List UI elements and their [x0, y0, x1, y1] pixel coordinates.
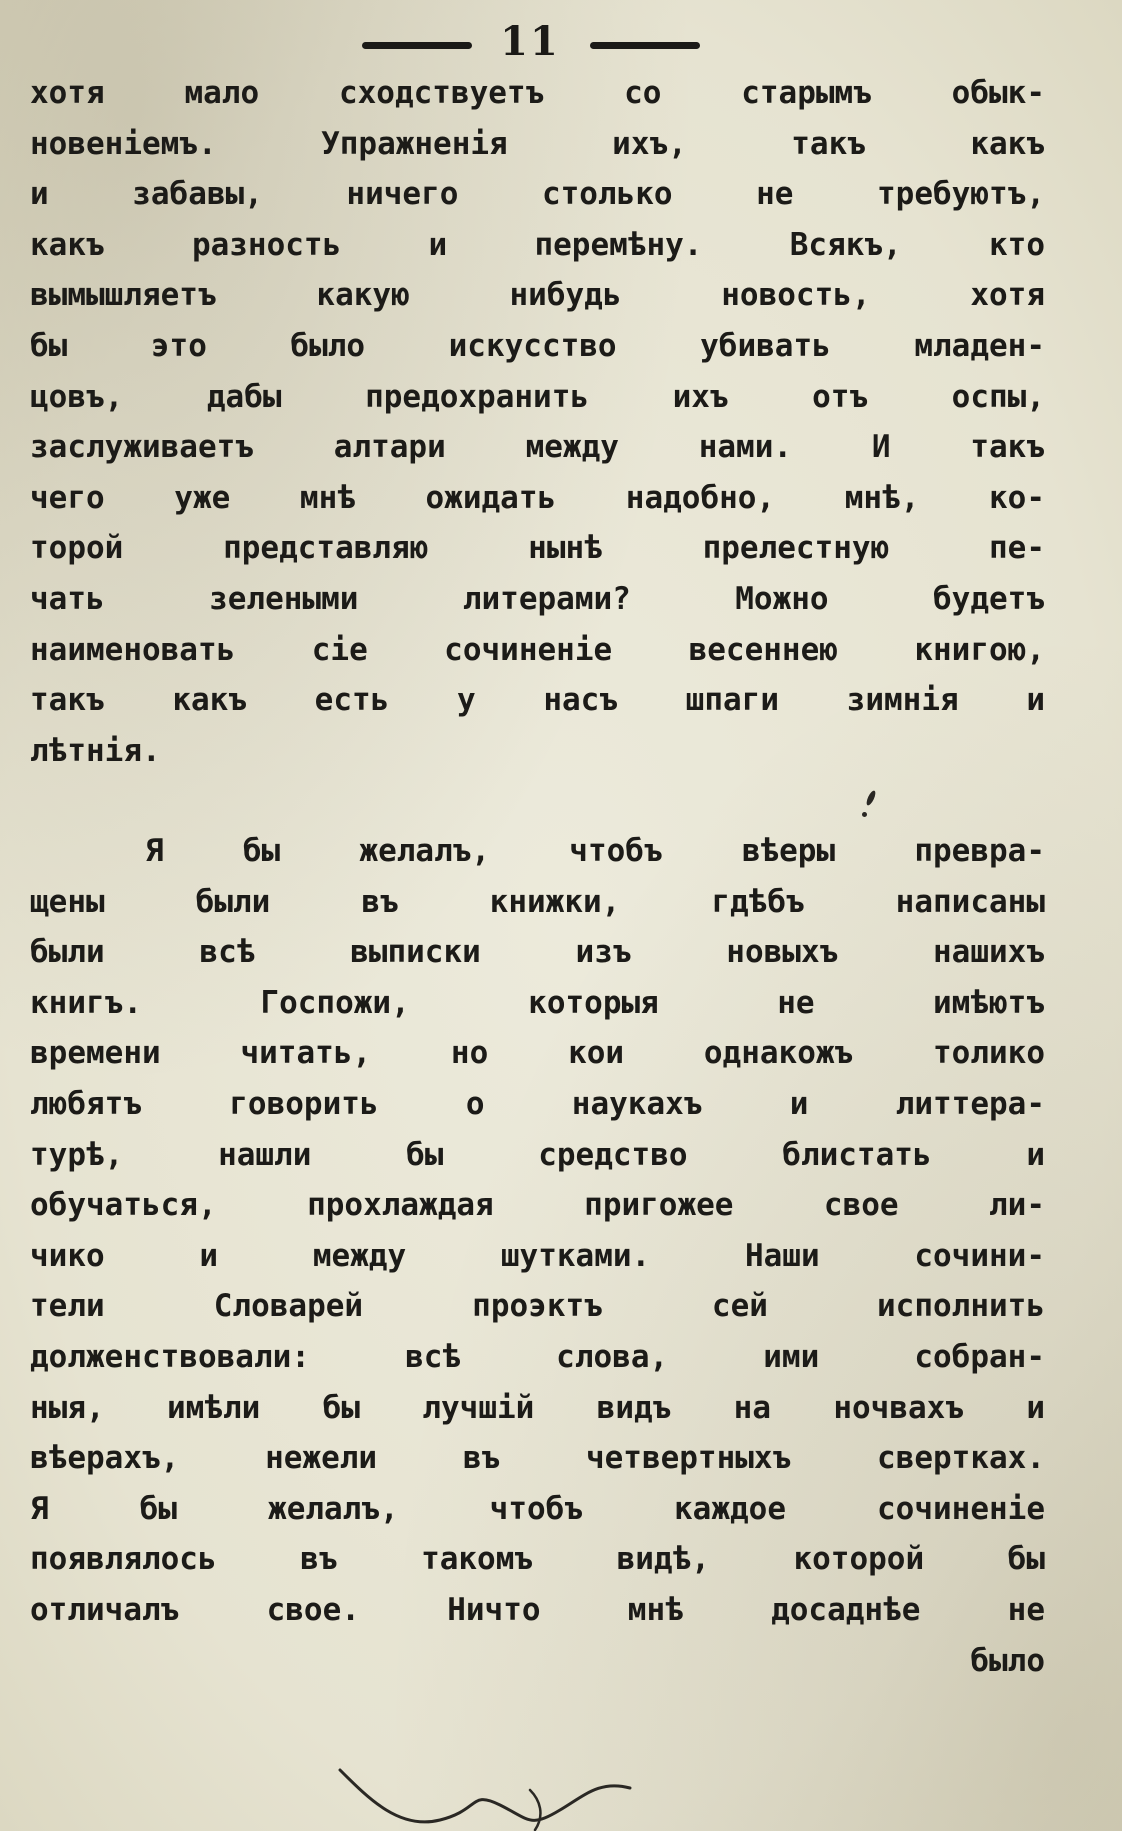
- text-line: щены были въ книжки, гдѣбъ написаны: [30, 883, 1045, 920]
- text-line: вѣерахъ, нежели въ четвертныхъ свертках.: [30, 1440, 1045, 1477]
- text-line: были всѣ выписки изъ новыхъ нашихъ: [30, 934, 1045, 971]
- text-line: времени читать, но кои однакожъ толико: [30, 1035, 1045, 1072]
- text-line: заслуживаетъ алтари между нами. И такъ: [30, 429, 1045, 466]
- text-line: тели Словарей проэктъ сей исполнить: [30, 1288, 1045, 1325]
- page-number: 11: [500, 18, 560, 65]
- text-line: чать зелеными литерами? Можно будетъ: [30, 580, 1045, 617]
- text-line: долженствовали: всѣ слова, ими собран-: [30, 1338, 1045, 1375]
- text-line: торой представляю нынѣ прелестную пе-: [30, 530, 1045, 567]
- header-ornament-right: [590, 42, 700, 49]
- paragraph-1: [30, 68, 1045, 776]
- paragraph-2: [30, 826, 1045, 1686]
- text-line: турѣ, нашли бы средство блистать и: [30, 1136, 1045, 1173]
- text-line: такъ какъ есть у насъ шпаги зимнія и: [30, 682, 1045, 719]
- text-line: Я бы желалъ, чтобъ вѣеры превра-: [145, 833, 1045, 869]
- text-line: наименовать сіе сочиненіе весеннею книгою,: [30, 631, 1045, 668]
- text-line: новеніемъ. Упражненія ихъ, такъ какъ: [30, 125, 1045, 162]
- text-line: цовъ, дабы предохранить ихъ отъ оспы,: [30, 378, 1045, 415]
- text-line: появлялось въ такомъ видѣ, которой бы: [30, 1541, 1045, 1578]
- text-line: вымышляетъ какую нибудь новость, хотя: [30, 277, 1045, 314]
- ink-speck: [865, 789, 877, 806]
- page-header: [0, 18, 1122, 68]
- header-ornament-left: [362, 42, 472, 49]
- text-line: и забавы, ничего столько не требуютъ,: [30, 176, 1045, 213]
- text-line: обучаться, прохлаждая пригожее свое ли-: [30, 1187, 1045, 1224]
- text-line: чего уже мнѣ ожидать надобно, мнѣ, ко-: [30, 479, 1045, 516]
- text-line: отличалъ свое. Ничто мнѣ досаднѣе не: [30, 1591, 1045, 1628]
- text-line: бы это было искусство убивать младен-: [30, 327, 1045, 364]
- ink-speck: [862, 812, 867, 817]
- ink-flourish: [330, 1760, 710, 1831]
- text-line: любятъ говорить о наукахъ и литтера-: [30, 1085, 1045, 1122]
- text-line: книгъ. Госпожи, которыя не имѣютъ: [30, 984, 1045, 1021]
- text-line: какъ разность и перемѣну. Всякъ, кто: [30, 226, 1045, 263]
- catchword: было: [970, 1642, 1045, 1679]
- text-line: Я бы желалъ, чтобъ каждое сочиненіе: [30, 1490, 1045, 1527]
- text-line: лѣтнія.: [30, 732, 161, 769]
- text-line: хотя мало сходствуетъ со старымъ обык-: [30, 75, 1045, 111]
- text-line: чико и между шутками. Наши сочини-: [30, 1237, 1045, 1274]
- text-line: ныя, имѣли бы лучшій видъ на ночвахъ и: [30, 1389, 1045, 1426]
